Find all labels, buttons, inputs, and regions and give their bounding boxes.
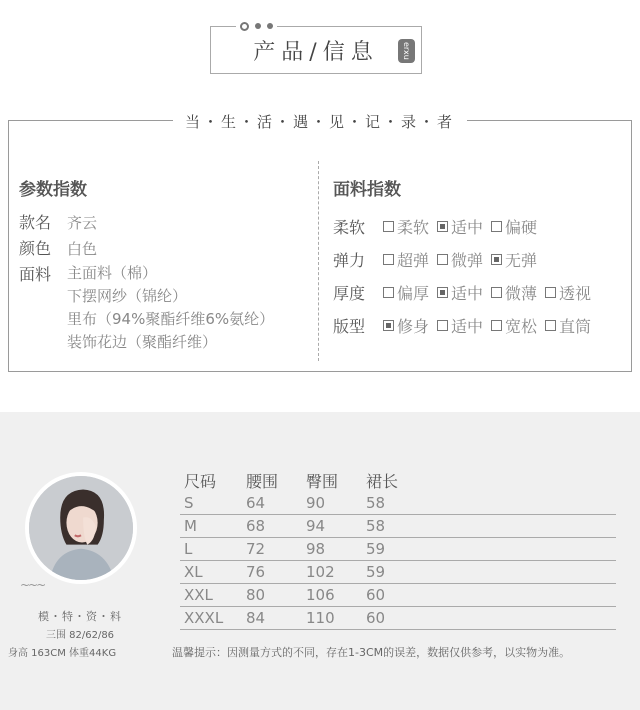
size-cell: 59: [366, 563, 386, 581]
fabric-option-label: 宽松: [505, 317, 538, 336]
section-title-badge: [210, 26, 422, 74]
size-row: [180, 538, 616, 561]
fabric-option-label: 适中: [451, 284, 484, 303]
fabric-index-label: 版型: [333, 317, 366, 336]
header-size: 尺码: [184, 471, 217, 491]
size-cell: XXL: [184, 586, 213, 604]
size-cell: 80: [246, 586, 266, 604]
fabric-index-label: 厚度: [333, 284, 366, 303]
param-row-fabric: [19, 262, 309, 354]
size-cell: XL: [184, 563, 203, 581]
size-section: [0, 412, 640, 710]
fabric-index-row: [333, 210, 633, 243]
unchecked-box-icon: [437, 320, 448, 331]
unchecked-box-icon: [437, 254, 448, 265]
fabric-option: [383, 314, 429, 337]
param-label: 面料: [19, 265, 52, 284]
size-cell: 102: [306, 563, 335, 581]
size-row: [180, 607, 616, 630]
size-row: [180, 584, 616, 607]
size-table: [180, 468, 616, 630]
size-row: [180, 492, 616, 515]
size-cell: XXXL: [184, 609, 224, 627]
size-cell: 58: [366, 517, 386, 535]
fabric-option-label: 偏厚: [397, 284, 430, 303]
fabric-option: [437, 215, 483, 238]
header-length: 裙长: [366, 471, 399, 491]
fabric-option-label: 微薄: [505, 284, 538, 303]
fabric-line: 下摆网纱（锦纶）: [67, 287, 188, 305]
size-cell: 59: [366, 540, 386, 558]
param-value: 白色: [67, 240, 98, 258]
fabric-option: [383, 248, 429, 271]
ring-dot-icon: [240, 22, 249, 31]
fabric-option-label: 修身: [397, 317, 430, 336]
param-label: 颜色: [19, 239, 52, 258]
model-measurements: 三围 82/62/86: [45, 630, 115, 641]
slogan: 当・生・活・遇・见・记・录・者: [173, 111, 467, 132]
unchecked-box-icon: [491, 320, 502, 331]
fabric-option: [383, 281, 429, 304]
checked-box-icon: [383, 320, 394, 331]
fabric-line: 里布（94%聚酯纤维6%氨纶）: [67, 310, 275, 328]
fabric-index-label: 柔软: [333, 218, 366, 237]
fabric-line: 主面料（棉）: [67, 264, 158, 282]
checked-box-icon: [437, 287, 448, 298]
fabric-index-row: [333, 309, 633, 342]
fabric-option-label: 无弹: [505, 251, 538, 270]
unchecked-box-icon: [491, 221, 502, 232]
param-row-style: [19, 210, 309, 236]
size-cell: M: [184, 517, 197, 535]
section-title: 产品/信息: [253, 39, 379, 65]
size-cell: L: [184, 540, 193, 558]
unchecked-box-icon: [545, 287, 556, 298]
parameters-title: 参数指数: [19, 180, 87, 200]
fabric-option: [437, 314, 483, 337]
fabric-index-row: [333, 276, 633, 309]
unchecked-box-icon: [545, 320, 556, 331]
unchecked-box-icon: [491, 287, 502, 298]
size-row: [180, 515, 616, 538]
size-cell: S: [184, 494, 194, 512]
fabric-option-label: 超弹: [397, 251, 430, 270]
size-cell: 76: [246, 563, 266, 581]
model-photo: [29, 476, 133, 580]
fabric-option-label: 偏硬: [505, 218, 538, 237]
size-table-body: [180, 492, 616, 630]
brand-seal: erxu: [398, 39, 415, 63]
measurement-tip: 温馨提示：因测量方式的不同，存在1-3CM的误差，数据仅供参考，以实物为准。: [172, 646, 571, 659]
unchecked-box-icon: [383, 254, 394, 265]
size-cell: 98: [306, 540, 326, 558]
model-avatar: [25, 472, 137, 584]
param-label: 款名: [19, 213, 52, 232]
column-divider: [318, 161, 319, 361]
fabric-option-label: 透视: [559, 284, 592, 303]
fabric-lines: [67, 262, 274, 354]
size-cell: 90: [306, 494, 326, 512]
fabric-option: [491, 281, 537, 304]
parameters-box: [8, 113, 632, 372]
fabric-option: [437, 281, 483, 304]
badge-dots: [236, 20, 277, 32]
header-hip: 臀围: [306, 471, 339, 491]
checked-box-icon: [491, 254, 502, 265]
param-value: 齐云: [67, 214, 98, 232]
unchecked-box-icon: [383, 287, 394, 298]
size-table-header: [180, 468, 616, 492]
fabric-line: 装饰花边（聚酯纤维）: [67, 333, 218, 351]
size-cell: 68: [246, 517, 266, 535]
fabric-index-rows: [333, 210, 633, 342]
fabric-index-title: 面料指数: [333, 180, 401, 200]
param-row-color: [19, 236, 309, 262]
wave-icon: ~~~: [20, 578, 45, 592]
header-waist: 腰围: [246, 471, 279, 491]
dot-icon: [255, 23, 261, 29]
fabric-index-label: 弹力: [333, 251, 366, 270]
fabric-option-label: 微弹: [451, 251, 484, 270]
unchecked-box-icon: [383, 221, 394, 232]
fabric-option-label: 适中: [451, 218, 484, 237]
fabric-index-column: [333, 175, 633, 342]
checked-box-icon: [437, 221, 448, 232]
size-cell: 110: [306, 609, 335, 627]
size-cell: 106: [306, 586, 335, 604]
size-cell: 60: [366, 586, 386, 604]
size-cell: 84: [246, 609, 266, 627]
model-info-title: 模・特・资・料: [38, 610, 122, 623]
fabric-option-label: 直筒: [559, 317, 592, 336]
size-cell: 94: [306, 517, 326, 535]
fabric-option: [437, 248, 483, 271]
size-cell: 64: [246, 494, 266, 512]
fabric-index-row: [333, 243, 633, 276]
fabric-option: [491, 314, 537, 337]
fabric-option: [545, 281, 591, 304]
model-height-weight: 身高 163CM 体重44KG: [8, 648, 117, 659]
fabric-option: [491, 248, 537, 271]
parameters-column: [19, 175, 309, 354]
size-row: [180, 561, 616, 584]
size-cell: 58: [366, 494, 386, 512]
fabric-option-label: 适中: [451, 317, 484, 336]
fabric-option: [383, 215, 429, 238]
fabric-option: [491, 215, 537, 238]
fabric-option: [545, 314, 591, 337]
dot-icon: [267, 23, 273, 29]
size-cell: 72: [246, 540, 266, 558]
size-cell: 60: [366, 609, 386, 627]
fabric-option-label: 柔软: [397, 218, 430, 237]
